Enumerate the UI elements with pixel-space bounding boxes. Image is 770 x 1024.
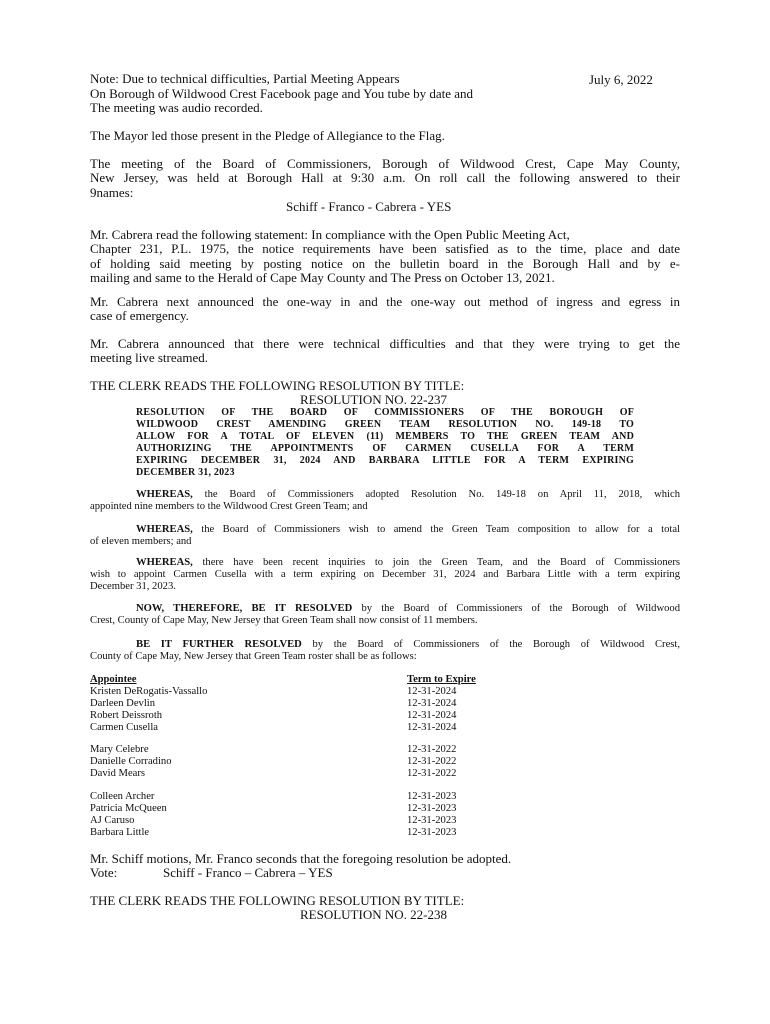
resolution-number-2: RESOLUTION NO. 22-238 [300,907,447,922]
appointee-name: Barbara Little [90,827,150,838]
appointee-name: Darleen Devlin [90,698,156,709]
appointee-name: Mary Celebre [90,744,149,755]
resolution-title-line-5: EXPIRING DECEMBER 31, 2024 AND BARBARA LITTLE FOR A TERM EXPIRING [136,455,634,466]
statement-line-3: of holding said meeting by posting notice on the bulletin board in the Borough Hall and by e- [90,256,680,271]
resolved-line-2: Crest, County of Cape May, New Jersey that Green Team shall now consist of 11 members. [90,615,478,626]
meeting-line-1: The meeting of the Board of Commissioners, Borough of Wildwood Crest, Cape May County, [90,156,680,171]
further-lead: BE IT FURTHER RESOLVED [136,639,302,650]
vote-result: Schiff - Franco – Cabrera – YES [163,865,333,880]
whereas-3-text: there have been recent inquiries to join the Green Team, and the Board of Commissioners [192,557,680,568]
note-line-3: The meeting was audio recorded. [90,100,263,115]
further-line-2: County of Cape May, New Jersey that Green Team roster shall be as follows: [90,651,417,662]
vote-label: Vote: [90,865,118,880]
whereas-1-line-2: appointed nine members to the Wildwood Crest Green Team; and [90,501,368,512]
term-expire: 12-31-2023 [407,791,457,802]
term-expire: 12-31-2024 [407,686,457,697]
header-term-to-expire: Term to Expire [407,674,476,685]
term-expire: 12-31-2023 [407,815,457,826]
resolved-lead: NOW, THEREFORE, BE IT RESOLVED [136,603,353,614]
further-line-1 [136,639,680,651]
resolution-title-line-2: WILDWOOD CREST AMENDING GREEN TEAM RESOLUTION NO. 149-18 TO [136,419,634,430]
term-expire: 12-31-2023 [407,827,457,838]
term-expire: 12-31-2022 [407,756,457,767]
resolution-title-line-6: DECEMBER 31, 2023 [136,467,235,478]
clerk-reads-heading-1: THE CLERK READS THE FOLLOWING RESOLUTION BY TITLE: [90,378,465,393]
whereas-2-lead: WHEREAS, [136,524,193,535]
appointee-name: Kristen DeRogatis-Vassallo [90,686,208,697]
further-text: by the Board of Commissioners of the Borough of Wildwood Crest, [301,639,680,650]
meeting-line-2: New Jersey, was held at Borough Hall at 9:30 a.m. On roll call the following answered to their [90,170,680,185]
appointee-name: Robert Deissroth [90,710,163,721]
whereas-3-line-2: wish to appoint Carmen Cusella with a term expiring on December 31, 2024 and Barbara Little with a term expiring [90,569,680,580]
whereas-3-line-3: December 31, 2023. [90,581,176,592]
term-expire: 12-31-2024 [407,710,457,721]
whereas-1-lead: WHEREAS, [136,489,193,500]
whereas-1-line-1 [136,489,680,501]
pledge-paragraph: The Mayor led those present in the Pledge of Allegiance to the Flag. [90,128,445,143]
motion-line: Mr. Schiff motions, Mr. Franco seconds that the foregoing resolution be adopted. [90,851,512,866]
term-expire: 12-31-2024 [407,698,457,709]
term-expire: 12-31-2022 [407,744,457,755]
appointee-name: Colleen Archer [90,791,155,802]
appointee-name: Carmen Cusella [90,722,158,733]
resolution-number-1: RESOLUTION NO. 22-237 [300,392,447,407]
whereas-2-line-1 [136,524,680,536]
note-line-1: Note: Due to technical difficulties, Partial Meeting Appears [90,71,400,86]
statement-line-1: Mr. Cabrera read the following statement: In compliance with the Open Public Meeting Act, [90,227,570,242]
term-expire: 12-31-2023 [407,803,457,814]
egress-line-1: Mr. Cabrera next announced the one-way in and the one-way out method of ingress and egress in [90,294,680,309]
tech-line-2: meeting live streamed. [90,350,209,365]
meeting-line-3: 9names: [90,185,134,200]
roll-call: Schiff - Franco - Cabrera - YES [286,199,452,214]
whereas-1-text: the Board of Commissioners adopted Resolution No. 149-18 on April 11, 2018, which [192,489,680,500]
header-appointee: Appointee [90,674,137,685]
whereas-3-line-1 [136,557,680,569]
appointee-name: AJ Caruso [90,815,135,826]
whereas-2-line-2: of eleven members; and [90,536,192,547]
note-line-2: On Borough of Wildwood Crest Facebook page and You tube by date and [90,86,474,101]
whereas-2-text: the Board of Commissioners wish to amend the Green Team composition to allow for a total [192,524,680,535]
appointee-name: David Mears [90,768,146,779]
tech-line-1: Mr. Cabrera announced that there were technical difficulties and that they were trying to get the [90,336,680,351]
resolved-text: by the Board of Commissioners of the Borough of Wildwood [352,603,680,614]
meeting-date: July 6, 2022 [589,72,653,87]
statement-line-4: mailing and same to the Herald of Cape May County and The Press on October 13, 2021. [90,270,555,285]
appointee-name: Patricia McQueen [90,803,167,814]
resolution-title-line-3: ALLOW FOR A TOTAL OF ELEVEN (11) MEMBERS TO THE GREEN TEAM AND [136,431,634,442]
whereas-3-lead: WHEREAS, [136,557,193,568]
term-expire: 12-31-2022 [407,768,457,779]
resolution-title-line-1: RESOLUTION OF THE BOARD OF COMMISSIONERS OF THE BOROUGH OF [136,407,634,418]
clerk-reads-heading-2: THE CLERK READS THE FOLLOWING RESOLUTION BY TITLE: [90,893,465,908]
statement-line-2: Chapter 231, P.L. 1975, the notice requirements have been satisfied as to the time, place and date [90,241,680,256]
appointee-name: Danielle Corradino [90,756,172,767]
resolved-line-1 [136,603,680,615]
egress-line-2: case of emergency. [90,308,189,323]
term-expire: 12-31-2024 [407,722,457,733]
resolution-title-line-4: AUTHORIZING THE APPOINTMENTS OF CARMEN CUSELLA FOR A TERM [136,443,634,454]
